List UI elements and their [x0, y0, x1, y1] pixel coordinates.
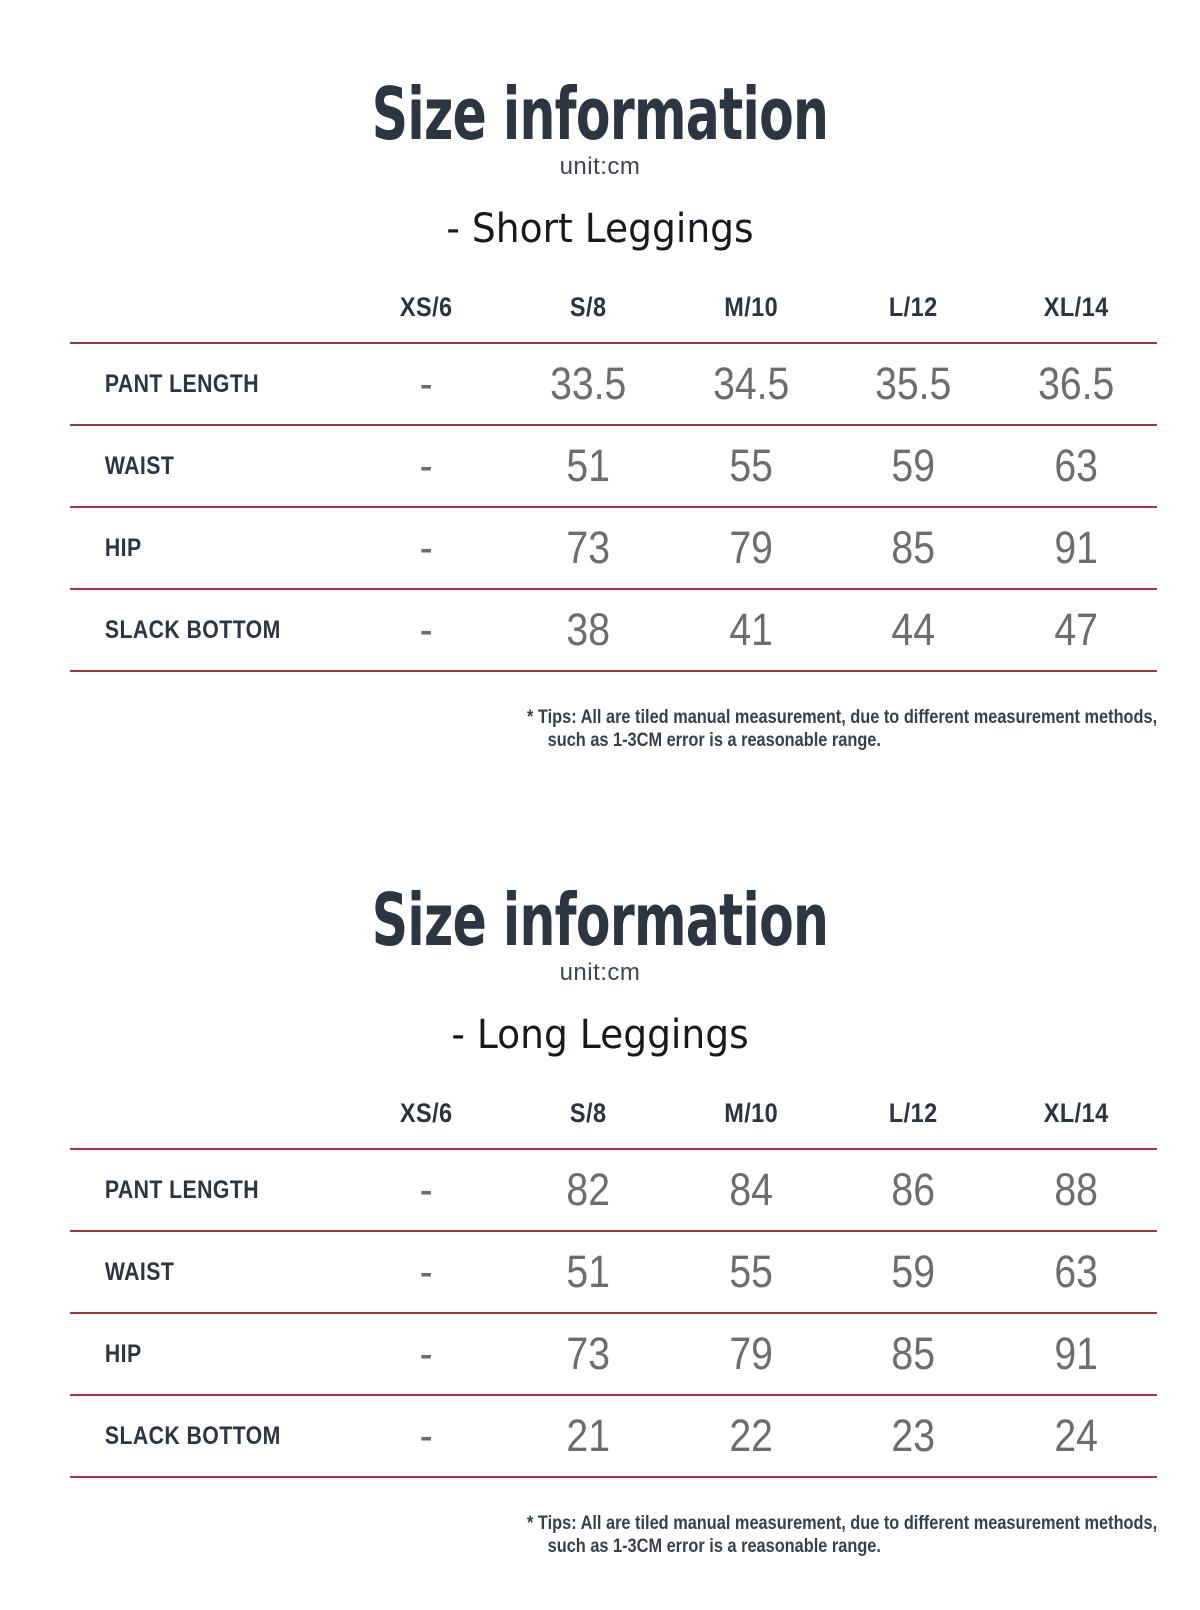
cell-value: 51	[566, 1246, 611, 1297]
cell-value: 91	[1054, 1328, 1098, 1379]
cell-value: 63	[1054, 440, 1098, 491]
header-spacer	[70, 1078, 304, 1148]
row-label: SLACK BOTTOM	[104, 615, 281, 644]
cell-value: -	[419, 1410, 433, 1461]
cell-value: -	[419, 522, 433, 573]
column-header-xl: XL/14	[1043, 1097, 1109, 1128]
table-row-waist	[70, 426, 1157, 508]
row-label: WAIST	[104, 1257, 175, 1286]
table-row-slack-bottom	[70, 590, 1157, 672]
unit-label: unit:cm	[559, 153, 641, 180]
cell-value: 84	[729, 1164, 773, 1215]
cell-value: 79	[729, 1328, 773, 1379]
table-row-slack-bottom	[70, 1396, 1157, 1478]
cell-value: -	[419, 440, 433, 491]
column-header-xs: XS/6	[399, 1097, 453, 1128]
section-title: Size information	[371, 72, 829, 156]
cell-value: 73	[566, 522, 611, 573]
cell-value: 85	[891, 1328, 936, 1379]
cell-value: 55	[729, 1246, 773, 1297]
table-row-hip	[70, 1314, 1157, 1396]
cell-value: 21	[566, 1410, 611, 1461]
size-table-long	[70, 1078, 1157, 1478]
header-spacer	[70, 272, 304, 342]
row-label: PANT LENGTH	[104, 1175, 260, 1204]
cell-value: 91	[1054, 522, 1098, 573]
column-header-m: M/10	[724, 291, 778, 322]
row-label: SLACK BOTTOM	[104, 1421, 281, 1450]
cell-value: 47	[1054, 604, 1098, 655]
cell-value: 23	[891, 1410, 936, 1461]
cell-value: -	[419, 1328, 433, 1379]
cell-value: -	[419, 358, 433, 409]
cell-value: 55	[729, 440, 773, 491]
cell-value: 35.5	[875, 358, 952, 409]
cell-value: 41	[729, 604, 773, 655]
tips-line-1: * Tips: All are tiled manual measurement, due to different measurement methods,	[527, 1513, 1158, 1534]
cell-value: 51	[566, 440, 611, 491]
cell-value: 86	[891, 1164, 936, 1215]
cell-value: 38	[566, 604, 611, 655]
tips-note	[527, 706, 1200, 752]
column-header-s: S/8	[570, 1097, 607, 1128]
tips-line-1: * Tips: All are tiled manual measurement, due to different measurement methods,	[527, 707, 1158, 728]
cell-value: 34.5	[712, 358, 790, 409]
row-label: HIP	[104, 533, 142, 562]
tips-line-2: such as 1-3CM error is a reasonable range.	[547, 1536, 881, 1557]
column-header-l: L/12	[889, 291, 938, 322]
table-row-pant-length	[70, 1150, 1157, 1232]
section-title: Size information	[371, 878, 829, 962]
cell-value: 85	[891, 522, 936, 573]
size-table-short	[70, 272, 1157, 672]
table-header-row	[70, 272, 1157, 344]
cell-value: 22	[729, 1410, 773, 1461]
cell-value: 73	[566, 1328, 611, 1379]
column-header-l: L/12	[889, 1097, 938, 1128]
column-header-xl: XL/14	[1043, 291, 1109, 322]
cell-value: 36.5	[1037, 358, 1114, 409]
cell-value: -	[419, 1246, 433, 1297]
section-long-leggings	[0, 878, 1200, 1558]
cell-value: 63	[1054, 1246, 1098, 1297]
cell-value: 59	[891, 440, 936, 491]
tips-line-2: such as 1-3CM error is a reasonable range.	[547, 730, 881, 751]
row-label: WAIST	[104, 451, 175, 480]
column-header-s: S/8	[570, 291, 607, 322]
cell-value: 59	[891, 1246, 936, 1297]
section-subtitle: - Short Leggings	[446, 206, 754, 252]
cell-value: 24	[1054, 1410, 1098, 1461]
table-header-row	[70, 1078, 1157, 1150]
table-row-pant-length	[70, 344, 1157, 426]
column-header-m: M/10	[724, 1097, 778, 1128]
cell-value: 79	[729, 522, 773, 573]
cell-value: 44	[891, 604, 936, 655]
table-row-waist	[70, 1232, 1157, 1314]
column-header-xs: XS/6	[399, 291, 453, 322]
table-row-hip	[70, 508, 1157, 590]
unit-label: unit:cm	[559, 959, 641, 986]
row-label: PANT LENGTH	[104, 369, 260, 398]
cell-value: 88	[1054, 1164, 1098, 1215]
tips-note	[527, 1512, 1200, 1558]
cell-value: 33.5	[550, 358, 627, 409]
cell-value: 82	[566, 1164, 611, 1215]
section-subtitle: - Long Leggings	[451, 1012, 749, 1058]
section-short-leggings	[0, 72, 1200, 752]
cell-value: -	[419, 1164, 433, 1215]
cell-value: -	[419, 604, 433, 655]
row-label: HIP	[104, 1339, 142, 1368]
